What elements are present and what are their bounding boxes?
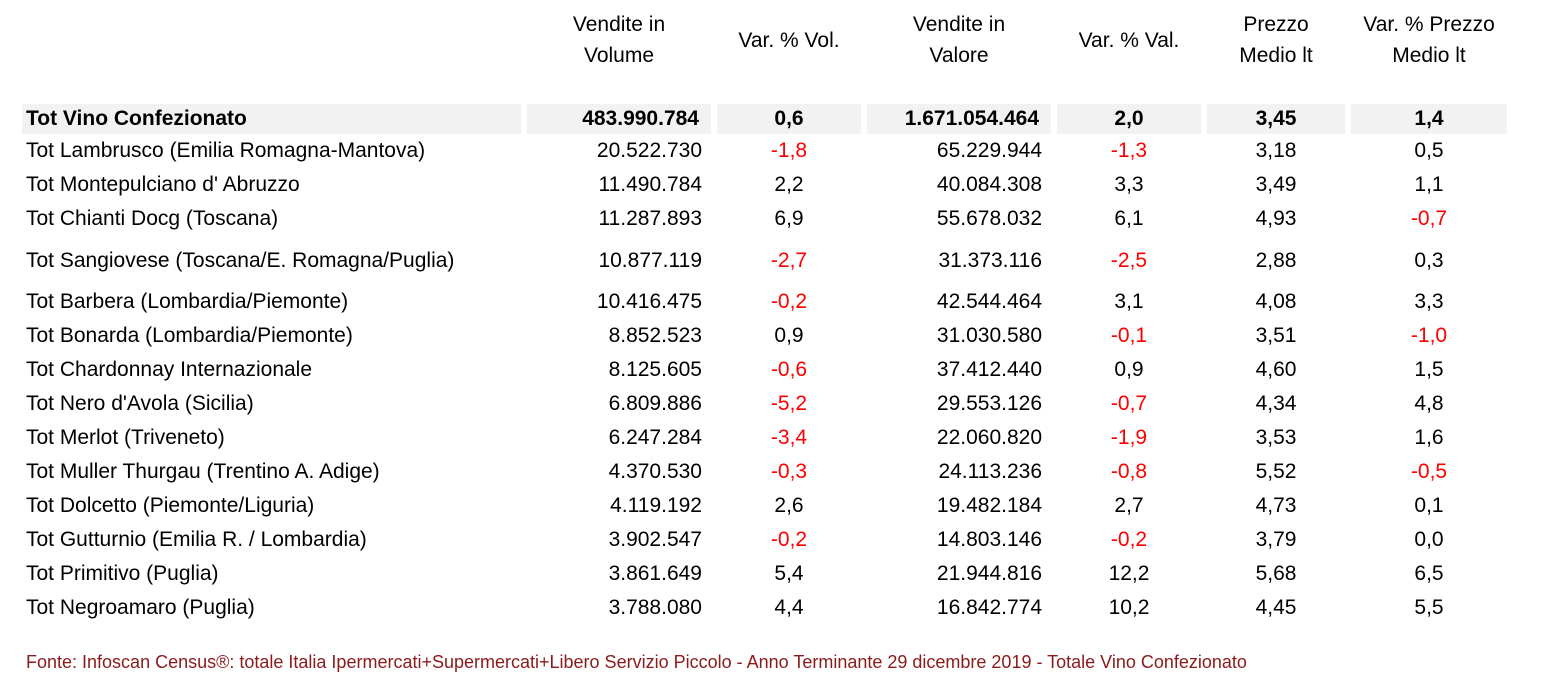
row-price: 5,68 — [1255, 562, 1297, 585]
row-var-value: -0,7 — [1110, 392, 1148, 415]
row-var-volume: 5,4 — [774, 562, 804, 585]
row-price: 4,34 — [1255, 392, 1297, 415]
row-price: 3,49 — [1255, 173, 1297, 196]
row-var-volume: -0,3 — [770, 460, 808, 483]
row-value: 21.944.816 — [936, 562, 1042, 585]
row-price: 4,73 — [1255, 494, 1297, 517]
row-value: 24.113.236 — [938, 460, 1042, 483]
row-var-value: 6,1 — [1114, 207, 1144, 230]
row-volume: 6.247.284 — [608, 426, 702, 449]
table-row — [22, 591, 1510, 625]
table-row — [22, 134, 1510, 168]
row-price: 3,51 — [1255, 324, 1297, 347]
row-var-volume: -1,8 — [770, 139, 808, 162]
total-name: Tot Vino Confezionato — [22, 104, 524, 134]
row-value: 29.553.126 — [936, 392, 1042, 415]
row-var-value: -0,8 — [1110, 460, 1148, 483]
row-var-price: 1,6 — [1414, 426, 1444, 449]
row-value: 65.229.944 — [936, 139, 1042, 162]
row-price: 4,45 — [1255, 596, 1297, 619]
row-var-volume: -0,2 — [770, 290, 808, 313]
row-value: 40.084.308 — [936, 173, 1042, 196]
row-volume: 11.490.784 — [598, 173, 702, 196]
row-volume: 8.852.523 — [608, 324, 702, 347]
header-var-volume: Var. % Vol. — [738, 28, 840, 52]
table-row — [22, 523, 1510, 557]
table-row — [22, 285, 1510, 319]
row-var-volume: 2,6 — [774, 494, 804, 517]
row-var-price: -0,5 — [1410, 460, 1448, 483]
row-name: Tot Chardonnay Internazionale — [26, 358, 313, 381]
row-var-price: 1,1 — [1414, 173, 1444, 196]
table-row — [22, 455, 1510, 489]
row-var-volume: -2,7 — [770, 248, 808, 272]
row-price: 3,79 — [1255, 528, 1297, 551]
row-var-value: 12,2 — [1108, 562, 1150, 585]
row-var-value: -1,9 — [1110, 426, 1148, 449]
row-volume: 3.902.547 — [608, 528, 702, 551]
row-name: Tot Muller Thurgau (Trentino A. Adige) — [26, 460, 380, 483]
row-value: 37.412.440 — [936, 358, 1042, 381]
total-var-volume: 0,6 — [714, 104, 864, 134]
row-value: 16.842.774 — [936, 596, 1042, 619]
row-name: Tot Montepulciano d' Abruzzo — [26, 173, 300, 196]
row-value: 55.678.032 — [936, 207, 1042, 230]
row-var-price: 0,1 — [1414, 494, 1444, 517]
header-var-value: Var. % Val. — [1078, 28, 1180, 52]
row-var-value: -0,2 — [1110, 528, 1148, 551]
row-value: 22.060.820 — [936, 426, 1042, 449]
total-value: 1.671.054.464 — [864, 104, 1054, 134]
row-var-volume: 4,4 — [774, 596, 804, 619]
row-var-volume: -3,4 — [770, 426, 808, 449]
row-price: 4,08 — [1255, 290, 1297, 313]
row-price: 2,88 — [1255, 248, 1297, 272]
row-name: Tot Gutturnio (Emilia R. / Lombardia) — [26, 528, 367, 551]
row-var-volume: -5,2 — [770, 392, 808, 415]
row-var-price: 1,5 — [1414, 358, 1444, 381]
total-volume: 483.990.784 — [524, 104, 714, 134]
header-name — [22, 0, 524, 80]
header-row — [22, 0, 1510, 80]
row-volume: 6.809.886 — [608, 392, 702, 415]
total-price: 3,45 — [1204, 104, 1348, 134]
row-volume: 10.877.119 — [598, 248, 702, 272]
row-name: Tot Negroamaro (Puglia) — [26, 596, 255, 619]
row-var-value: 2,7 — [1114, 494, 1144, 517]
row-price: 4,93 — [1255, 207, 1297, 230]
row-price: 5,52 — [1255, 460, 1297, 483]
row-volume: 10.416.475 — [596, 290, 702, 313]
row-volume: 8.125.605 — [608, 358, 702, 381]
row-name: Tot Lambrusco (Emilia Romagna-Mantova) — [26, 139, 426, 162]
row-var-price: 4,8 — [1414, 392, 1444, 415]
row-var-price: -0,7 — [1410, 207, 1448, 230]
row-var-value: -0,1 — [1110, 324, 1148, 347]
row-name: Tot Bonarda (Lombardia/Piemonte) — [26, 324, 353, 347]
row-name: Tot Merlot (Triveneto) — [26, 426, 225, 449]
row-var-price: 3,3 — [1414, 290, 1444, 313]
table-row — [22, 387, 1510, 421]
row-var-value: -1,3 — [1110, 139, 1148, 162]
row-value: 42.544.464 — [936, 290, 1042, 313]
table-row — [22, 319, 1510, 353]
row-var-price: -1,0 — [1410, 324, 1448, 347]
row-volume: 4.370.530 — [608, 460, 702, 483]
total-var-value: 2,0 — [1054, 104, 1204, 134]
row-var-price: 0,5 — [1414, 139, 1444, 162]
row-price: 3,18 — [1255, 139, 1297, 162]
table-row — [22, 557, 1510, 591]
total-var-price: 1,4 — [1348, 104, 1510, 134]
row-value: 19.482.184 — [936, 494, 1042, 517]
wine-sales-table — [22, 0, 1510, 625]
table-row — [22, 489, 1510, 523]
table-row — [22, 421, 1510, 455]
spacer-row — [22, 80, 1510, 104]
table-row — [22, 202, 1510, 236]
table-body — [22, 80, 1510, 625]
row-name: Tot Barbera (Lombardia/Piemonte) — [26, 290, 349, 313]
row-var-volume: -0,6 — [770, 358, 808, 381]
row-volume: 20.522.730 — [596, 139, 702, 162]
table-row — [22, 168, 1510, 202]
header-var-price: Var. % Prezzo Medio lt — [1363, 13, 1495, 67]
row-name: Tot Dolcetto (Piemonte/Liguria) — [26, 494, 315, 517]
row-price: 4,60 — [1255, 358, 1297, 381]
row-value: 31.030.580 — [936, 324, 1042, 347]
header-value: Vendite in Valore — [912, 13, 1006, 67]
row-var-volume: 0,9 — [774, 324, 804, 347]
row-var-value: 10,2 — [1108, 596, 1150, 619]
row-name: Tot Chianti Docg (Toscana) — [26, 207, 279, 230]
row-name: Tot Nero d'Avola (Sicilia) — [26, 392, 254, 415]
row-var-price: 6,5 — [1414, 562, 1444, 585]
row-volume: 11.287.893 — [598, 207, 702, 230]
source-note: Fonte: Infoscan Census®: totale Italia Ipermercati+Supermercati+Libero Servizio Piccolo - Anno Terminante 29 dicembre 2019 - Totale Vino Confezionato — [26, 652, 1247, 672]
header-price: Prezzo Medio lt — [1239, 13, 1313, 67]
row-var-value: 3,3 — [1114, 173, 1144, 196]
table-row — [22, 236, 1510, 285]
row-volume: 4.119.192 — [610, 494, 702, 517]
table-row — [22, 353, 1510, 387]
row-var-volume: -0,2 — [770, 528, 808, 551]
row-var-volume: 6,9 — [774, 207, 804, 230]
row-name: Tot Sangiovese (Toscana/E. Romagna/Puglia) — [26, 248, 455, 272]
total-row — [22, 104, 1510, 134]
row-var-volume: 2,2 — [774, 173, 804, 196]
header-volume: Vendite in Volume — [572, 13, 666, 67]
row-var-value: -2,5 — [1110, 248, 1148, 272]
row-var-price: 0,0 — [1414, 528, 1444, 551]
row-volume: 3.788.080 — [608, 596, 702, 619]
row-var-value: 3,1 — [1114, 290, 1144, 313]
row-var-price: 5,5 — [1414, 596, 1444, 619]
row-value: 14.803.146 — [936, 528, 1042, 551]
row-var-value: 0,9 — [1114, 358, 1144, 381]
row-value: 31.373.116 — [938, 248, 1042, 272]
row-var-price: 0,3 — [1414, 248, 1444, 272]
row-name: Tot Primitivo (Puglia) — [26, 562, 219, 585]
row-volume: 3.861.649 — [608, 562, 702, 585]
row-price: 3,53 — [1255, 426, 1297, 449]
